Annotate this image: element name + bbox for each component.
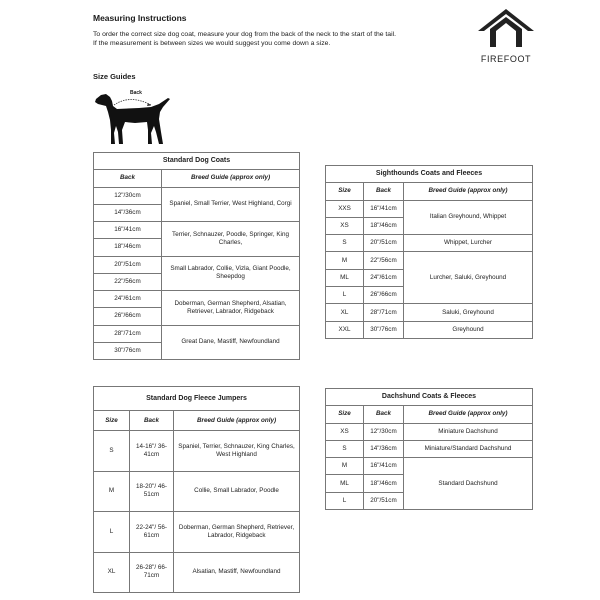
house-logo-icon — [478, 9, 534, 49]
size-cell: M — [326, 252, 364, 269]
sighthounds-table — [325, 165, 533, 339]
breed-cell: Standard Dachshund — [404, 458, 533, 510]
back-cell: 18"/46cm — [364, 475, 404, 492]
back-cell: 28"/71cm — [364, 304, 404, 321]
size-cell: L — [94, 512, 130, 553]
back-cell: 30"/76cm — [94, 342, 162, 359]
back-cell: 12"/30cm — [364, 423, 404, 440]
table-row — [94, 552, 300, 593]
table-title: Dachshund Coats & Fleeces — [326, 389, 533, 406]
column-header-back: Back — [364, 406, 404, 423]
table-title-row — [326, 389, 533, 406]
intro-line-1: To order the correct size dog coat, measure your dog from the back of the neck to the start of the tail. — [93, 31, 396, 38]
column-header-breed: Breed Guide (approx only) — [174, 411, 300, 431]
breed-cell: Italian Greyhound, Whippet — [404, 200, 533, 235]
breed-cell: Doberman, German Shepherd, Alsatian, Retriever, Labrador, Ridgeback — [162, 291, 300, 326]
back-cell: 28"/71cm — [94, 325, 162, 342]
table-row — [94, 256, 300, 273]
breed-cell: Greyhound — [404, 321, 533, 338]
back-cell: 20"/51cm — [364, 492, 404, 509]
breed-cell: Miniature Dachshund — [404, 423, 533, 440]
table-row — [326, 458, 533, 475]
table-row — [94, 431, 300, 472]
breed-cell: Great Dane, Mastiff, Newfoundland — [162, 325, 300, 360]
size-cell: L — [326, 287, 364, 304]
back-cell: 20"/51cm — [364, 235, 404, 252]
breed-cell: Saluki, Greyhound — [404, 304, 533, 321]
breed-cell: Whippet, Lurcher — [404, 235, 533, 252]
back-cell: 14"/36cm — [94, 204, 162, 221]
breed-cell: Collie, Small Labrador, Poodle — [174, 471, 300, 512]
size-cell: XS — [326, 423, 364, 440]
table-row — [326, 235, 533, 252]
table-row — [94, 325, 300, 342]
dog-diagram — [93, 86, 177, 150]
back-cell: 22"/56cm — [364, 252, 404, 269]
size-cell: XS — [326, 217, 364, 234]
back-cell: 22-24"/ 56-61cm — [130, 512, 174, 553]
table-row — [326, 304, 533, 321]
size-cell: S — [94, 431, 130, 472]
firefoot-logo — [478, 9, 534, 65]
breed-cell: Miniature/Standard Dachshund — [404, 440, 533, 457]
breed-cell: Doberman, German Shepherd, Retriever, Labrador, Ridgeback — [174, 512, 300, 553]
table-title-row — [326, 166, 533, 183]
column-header-size: Size — [326, 183, 364, 200]
size-cell: M — [326, 458, 364, 475]
size-cell: XL — [94, 552, 130, 593]
standard-dog-coats-table — [93, 152, 300, 360]
size-cell: XXS — [326, 200, 364, 217]
back-cell: 16"/41cm — [94, 222, 162, 239]
page-title: Measuring Instructions — [93, 13, 187, 23]
size-cell: ML — [326, 475, 364, 492]
table-header-row — [326, 183, 533, 200]
intro-text — [93, 30, 453, 48]
breed-cell: Alsatian, Mastiff, Newfoundland — [174, 552, 300, 593]
back-cell: 26-28"/ 66-71cm — [130, 552, 174, 593]
back-cell: 14"/36cm — [364, 440, 404, 457]
back-cell: 18-20"/ 46-51cm — [130, 471, 174, 512]
column-header-back: Back — [130, 411, 174, 431]
column-header-back: Back — [94, 170, 162, 187]
back-cell: 12"/30cm — [94, 187, 162, 204]
table-header-row — [94, 411, 300, 431]
table-row — [94, 187, 300, 204]
size-cell: L — [326, 492, 364, 509]
table-row — [326, 252, 533, 269]
back-cell: 14-16"/ 36-41cm — [130, 431, 174, 472]
size-cell: S — [326, 235, 364, 252]
column-header-size: Size — [326, 406, 364, 423]
table-row — [326, 321, 533, 338]
table-header-row — [94, 170, 300, 187]
table-title-row — [94, 387, 300, 411]
table-row — [94, 222, 300, 239]
back-cell: 24"/61cm — [94, 291, 162, 308]
size-guides-label: Size Guides — [93, 72, 136, 81]
column-header-breed: Breed Guide (approx only) — [162, 170, 300, 187]
table-title-row — [94, 153, 300, 170]
dachshund-table — [325, 388, 533, 510]
size-cell: XL — [326, 304, 364, 321]
dog-back-label: Back — [130, 90, 142, 96]
column-header-size: Size — [94, 411, 130, 431]
logo-brand-text: FIREFOOT — [480, 54, 532, 64]
size-cell: M — [94, 471, 130, 512]
intro-line-2: If the measurement is between sizes we would suggest you come down a size. — [93, 40, 331, 47]
back-cell: 22"/56cm — [94, 273, 162, 290]
back-cell: 16"/41cm — [364, 200, 404, 217]
size-cell: XXL — [326, 321, 364, 338]
back-cell: 18"/46cm — [94, 239, 162, 256]
breed-cell: Spaniel, Terrier, Schnauzer, King Charles, West Highland — [174, 431, 300, 472]
back-cell: 20"/51cm — [94, 256, 162, 273]
back-cell: 26"/66cm — [94, 308, 162, 325]
breed-cell: Terrier, Schnauzer, Poodle, Springer, King Charles, — [162, 222, 300, 257]
table-header-row — [326, 406, 533, 423]
table-title: Sighthounds Coats and Fleeces — [326, 166, 533, 183]
back-cell: 30"/76cm — [364, 321, 404, 338]
column-header-breed: Breed Guide (approx only) — [404, 183, 533, 200]
breed-cell: Spaniel, Small Terrier, West Highland, Corgi — [162, 187, 300, 222]
table-row — [326, 440, 533, 457]
table-row — [326, 423, 533, 440]
table-title: Standard Dog Coats — [94, 153, 300, 170]
breed-cell: Small Labrador, Collie, Vizla, Giant Poodle, Sheepdog — [162, 256, 300, 291]
table-title: Standard Dog Fleece Jumpers — [94, 387, 300, 411]
back-cell: 18"/46cm — [364, 217, 404, 234]
back-cell: 24"/61cm — [364, 269, 404, 286]
size-cell: S — [326, 440, 364, 457]
back-cell: 16"/41cm — [364, 458, 404, 475]
table-row — [94, 512, 300, 553]
column-header-breed: Breed Guide (approx only) — [404, 406, 533, 423]
table-row — [326, 200, 533, 217]
breed-cell: Lurcher, Saluki, Greyhound — [404, 252, 533, 304]
size-cell: ML — [326, 269, 364, 286]
back-cell: 26"/66cm — [364, 287, 404, 304]
table-row — [94, 471, 300, 512]
column-header-back: Back — [364, 183, 404, 200]
table-row — [94, 291, 300, 308]
fleece-jumpers-table — [93, 386, 300, 593]
